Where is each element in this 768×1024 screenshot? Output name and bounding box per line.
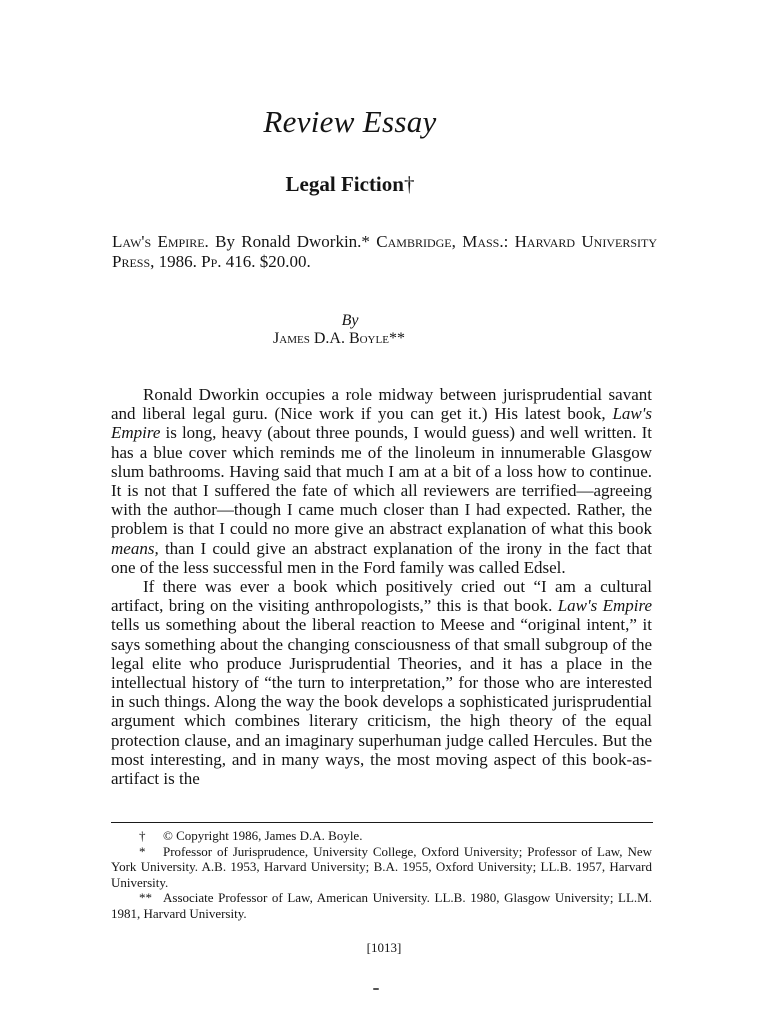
italic-book-title: Law's Empire: [111, 404, 653, 443]
citation-pages-label: Pp.: [201, 252, 222, 271]
citation-pages: 416.: [225, 252, 256, 271]
title-footnote-mark: †: [403, 172, 415, 196]
book-citation: [112, 232, 657, 272]
citation-year: 1986.: [158, 252, 197, 271]
footnote: [111, 844, 652, 891]
text-run: is long, heavy (about three pounds, I would guess) and well written. It has a blue cover which reminds me of the linoleum in innumerable Glasgow slum bathrooms. Having said that much I am at a bit of a loss how to continue. It is not that I suffered the fate of which all reviewers are terrified—agreeing with the author—though I came much closer than I had expected. Rather, the problem is that I could no more give an abstract explanation of what this book: [111, 423, 652, 539]
footnote-mark: *: [139, 843, 146, 859]
byline-by-label: By: [341, 312, 359, 329]
footnote-mark: **: [139, 890, 152, 905]
article-title: [0, 172, 700, 197]
footnote-text: Professor of Jurisprudence, University College, Oxford University; Professor of Law, New York University. A.B. 1953, Harvard University; B.A. 1955, Oxford University; LL.B. 1957, Harvard University.: [111, 843, 652, 890]
byline-author: James D.A. Boyle**: [273, 330, 405, 347]
italic-emphasis: means,: [111, 538, 159, 558]
footnote-mark: †: [139, 828, 146, 843]
citation-book-title: Law's Empire.: [112, 232, 209, 251]
footnote-divider: [111, 822, 653, 823]
text-run: Ronald Dworkin occupies a role midway between jurisprudential savant and liberal legal guru. (Nice work if you can get it.) His latest book,: [111, 385, 652, 424]
citation-price: $20.00.: [259, 252, 311, 271]
text-run: than I could give an abstract explanation of the irony in the fact that one of the less successful men in the Ford family was called Edsel.: [111, 538, 653, 577]
article-title-text: Legal Fiction: [285, 172, 404, 196]
footnote-text: © Copyright 1986, James D.A. Boyle.: [163, 828, 363, 843]
body-text: [111, 385, 652, 788]
section-title: Review Essay: [263, 104, 437, 139]
footnotes: [111, 828, 652, 921]
text-run: tells us something about the liberal reaction to Meese and “original intent,” it says something about the changing consciousness of that small subgroup of the legal elite who produce Jurisprudential Theories, and it has a place in the intellectual history of “the turn to interpretation,” for those who are interested in such things. Along the way the book develops a sophisticated jurisprudential argument which combines literary criticism, the high theory of the equal protection clause, and an imaginary superhuman judge called Hercules. But the most interesting, and in many ways, the most moving aspect of this book-as-artifact is the: [111, 615, 652, 789]
body-paragraph: [111, 577, 652, 788]
footnote: [111, 890, 652, 921]
body-paragraph: [111, 385, 652, 577]
footnote: [111, 828, 652, 844]
scan-speck: [373, 988, 379, 990]
page-number: [1013]: [366, 940, 402, 955]
text-run: If there was ever a book which positively cried out “I am a cultural artifact, bring on the visiting anthropologists,” this is that book.: [111, 577, 652, 616]
italic-book-title: Law's Empire: [557, 596, 653, 616]
citation-publisher: Cambridge, Mass.: Harvard University Press,: [112, 232, 658, 271]
footnote-text: Associate Professor of Law, American University. LL.B. 1980, Glasgow University; LL.M. 1981, Harvard University.: [111, 890, 652, 921]
citation-author: By Ronald Dworkin.*: [215, 232, 370, 251]
